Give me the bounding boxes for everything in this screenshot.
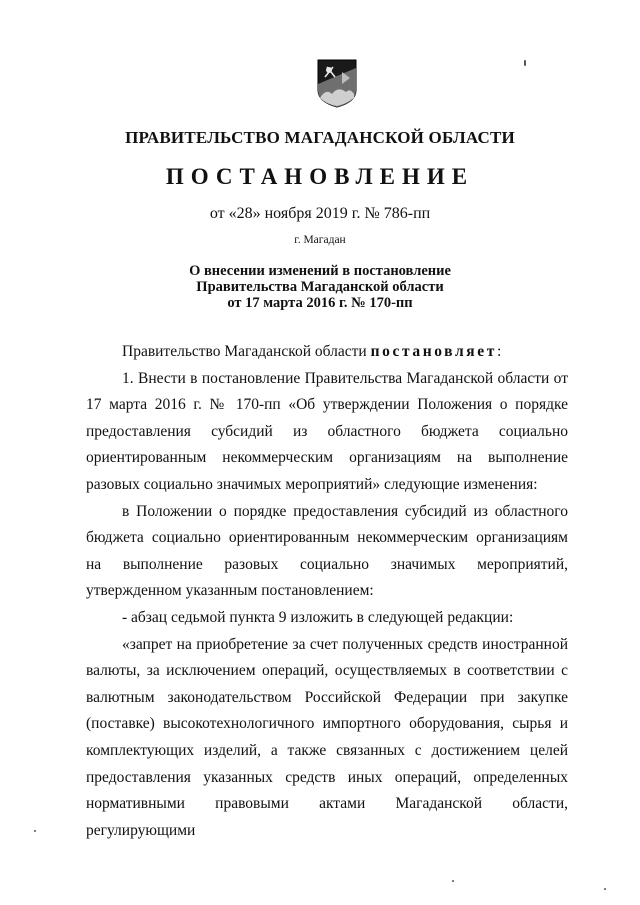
- scan-speck: [604, 888, 606, 890]
- regulation-paragraph: в Положении о порядке предоставления субсидий из областного бюджета социально ориентированным некоммерческим организациям на выполнение разовых социально значимых мероприятий, утвержденном указанным постановлением:: [86, 502, 568, 600]
- document-body: [86, 339, 568, 844]
- coat-of-arms-icon: [316, 58, 358, 108]
- scan-speck: [524, 60, 526, 66]
- new-wording-paragraph: «запрет на приобретение за счет полученных средств иностранной валюты, за исключением операций, осуществляемых в соответствии с валютным законодательством Российской Федерации при закупке (поставке) высокотехнологичного импортного оборудования, сырья и комплектующих изделий, а также связанных с достижением целей предоставления указанных средств иных операций, определенных нормативными правовыми актами Магаданской области, регулирующими: [86, 635, 568, 839]
- date-and-number: от «28» ноября 2019 г. № 786-пп: [209, 205, 431, 222]
- scan-speck: [452, 880, 454, 882]
- subject-line: Правительства Магаданской области: [196, 279, 444, 295]
- subject-line: от 17 марта 2016 г. № 170-пп: [227, 295, 413, 311]
- preamble-text: Правительство Магаданской области: [122, 343, 371, 360]
- amendment-paragraph: - абзац седьмой пункта 9 изложить в следующей редакции:: [122, 608, 514, 626]
- city-name: г. Магадан: [294, 234, 346, 246]
- scan-speck: [34, 830, 36, 832]
- government-name: ПРАВИТЕЛЬСТВО МАГАДАНСКОЙ ОБЛАСТИ: [125, 128, 515, 147]
- document-type-title: ПОСТАНОВЛЕНИЕ: [165, 164, 475, 189]
- item-1-paragraph: 1. Внести в постановление Правительства Магаданской области от 17 марта 2016 г. № 170-пп «Об утверждении Положения о порядке предоставления субсидий из областного бюджета социально ориентированным некоммерческим организациям на выполнение разовых социально значимых мероприятий» следующие изменения:: [86, 369, 568, 493]
- preamble-colon: :: [496, 343, 502, 360]
- decrees-word: постановляет: [370, 343, 497, 360]
- preamble-paragraph: [86, 339, 568, 366]
- document-subject: [0, 263, 640, 311]
- subject-line: О внесении изменений в постановление: [189, 263, 451, 279]
